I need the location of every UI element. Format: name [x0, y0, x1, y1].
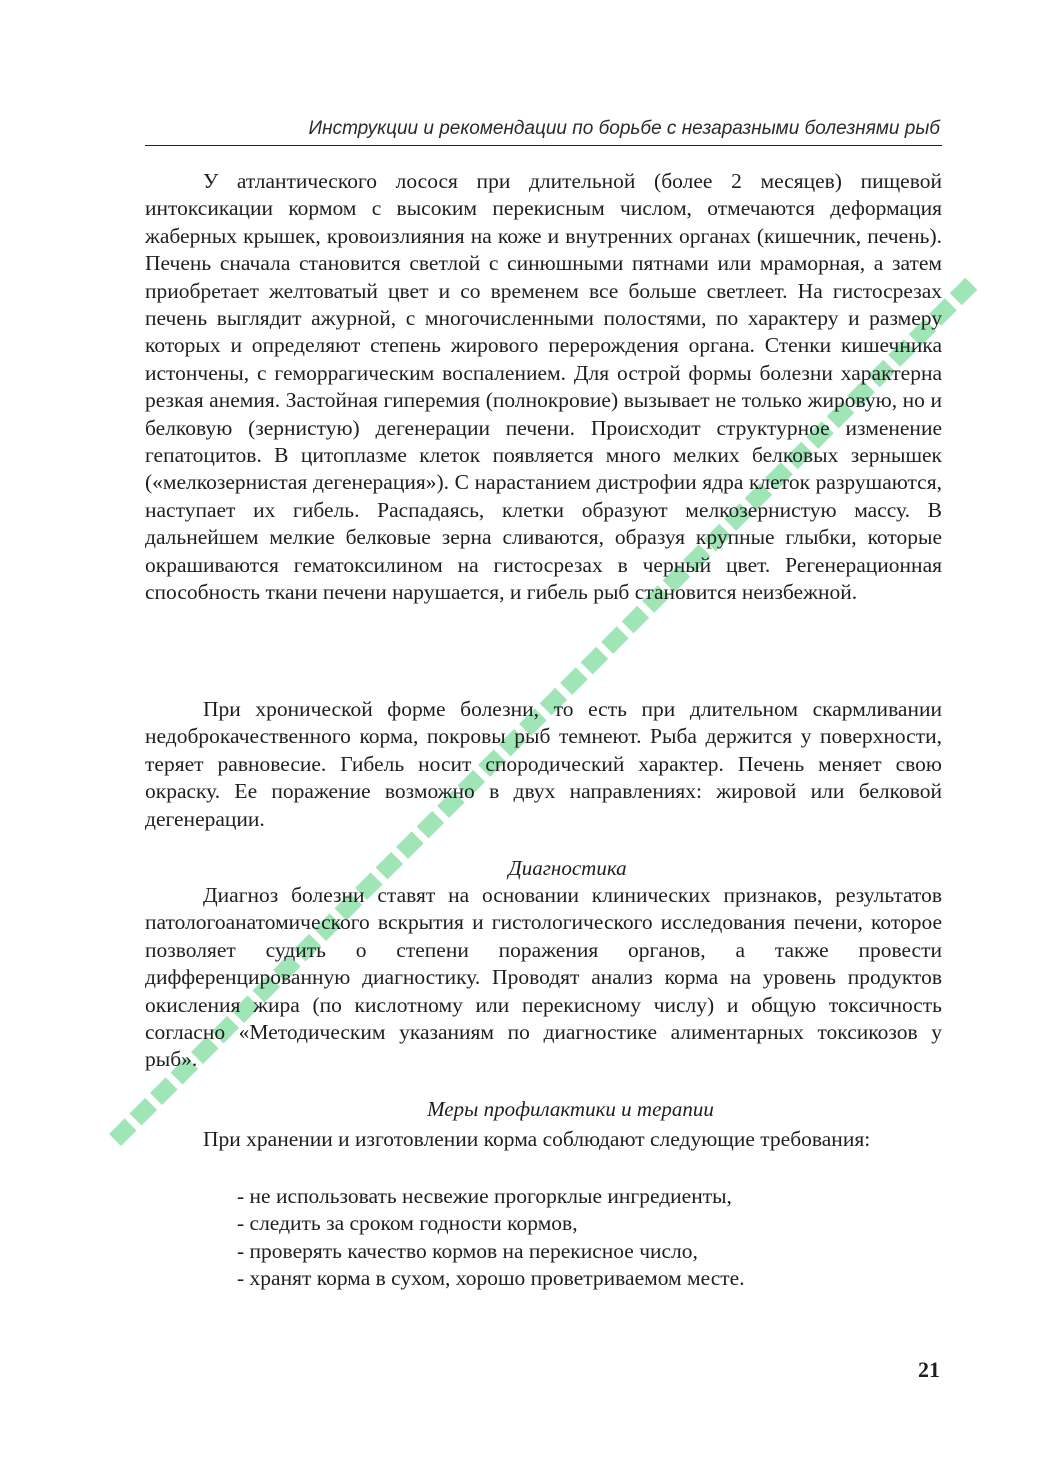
paragraph-text: У атлантического лосося при длительной (более 2 месяцев) пищевой интоксикации кормом с высоким перекисным числом, отмечаются деформация жаберных крышек, кровоизлияния на коже и внутренних органах (кишечник, печень). Печень сначала становится светлой с синюшными пятнами или мраморная, а затем приобретает желтоватый цвет и со временем все больше светлеет. На гистосрезах печень выглядит ажурной, с многочисленными полостями, по характеру и размеру которых и определяют степень жирового перерождения органа. Стенки кишечника истончены, с геморрагическим воспалением. Для острой формы болезни характерна резкая анемия. Застойная гиперемия (полнокровие) вызывает не только жировую, но и белковую (зернистую) дегенерации печени. Происходит структурное изменение гепатоцитов. В цитоплазме клеток появляется много мелких белковых зернышек («мелкозернистая дегенерация»). С нарастанием дистрофии ядра клеток разрушаются, наступает их гибель. Распадаясь, клетки образуют мелкозернистую массу. В дальнейшем мелкие белковые зерна сливаются, образуя крупные глыбки, которые окрашиваются гематоксилином на гистосрезах в черный цвет. Регенерационная способность ткани печени нарушается, и гибель рыб становится неизбежной. [145, 169, 942, 605]
body-paragraph-2 [145, 696, 942, 833]
paragraph-text: При хранении и изготовлении корма соблюдают следующие требования: [203, 1127, 871, 1151]
list-item: - хранят корма в сухом, хорошо проветриваемом месте. [237, 1266, 745, 1291]
header-rule [145, 145, 942, 146]
running-header: Инструкции и рекомендации по борьбе с незаразными болезнями рыб [308, 118, 940, 139]
body-paragraph-1 [145, 168, 942, 607]
paragraph-text: Диагноз болезни ставят на основании клинических признаков, результатов патологоанатомического вскрытия и гистологического исследования печени, которое позволяет судить о степени поражения органов, а также провести дифференцированную диагностику. Проводят анализ корма на уровень продуктов окисления жира (по кислотному или перекисному числу) и общую токсичность согласно «Методическим указаниям по диагностике алиментарных токсикозов у рыб». [145, 883, 942, 1072]
list-item: - не использовать несвежие прогорклые ингредиенты, [237, 1184, 732, 1208]
list-item: - следить за сроком годности кормов, [237, 1211, 578, 1236]
diagnostics-paragraph [145, 882, 942, 1074]
paragraph-text: При хронической форме болезни, то есть при длительном скармливании недоброкачественного корма, покровы рыб темнеют. Рыба держится у поверхности, теряет равновесие. Гибель носит спородический характер. Печень меняет свою окраску. Ее поражение возможно в двух направлениях: жировой или белковой дегенерации. [145, 697, 942, 831]
diagnostics-heading: Диагностика [508, 856, 627, 880]
prevention-intro [145, 1126, 942, 1153]
prevention-heading: Меры профилактики и терапии [427, 1097, 714, 1121]
requirements-list [237, 1183, 745, 1293]
list-item: - проверять качество кормов на перекисное число, [237, 1238, 698, 1263]
page-number: 21 [918, 1357, 940, 1382]
